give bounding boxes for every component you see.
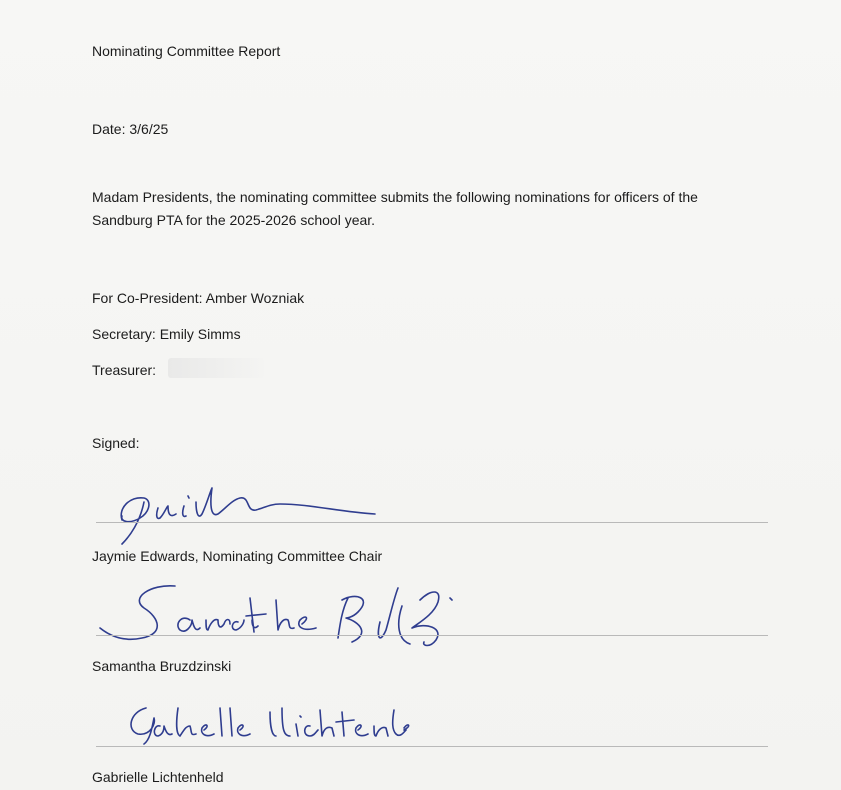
intro-line-2: Sandburg PTA for the 2025-2026 school year. <box>92 212 376 228</box>
signature-1-scribble <box>100 478 390 548</box>
signed-label: Signed: <box>92 435 140 451</box>
signature-line-1 <box>96 522 768 523</box>
nomination-co-president: For Co-President: Amber Wozniak <box>92 290 305 306</box>
signer-3-name: Gabrielle Lichtenheld <box>92 769 224 785</box>
document-title: Nominating Committee Report <box>92 43 281 59</box>
treasurer-blank <box>168 358 264 378</box>
signature-line-2 <box>96 635 768 636</box>
signature-2-scribble <box>80 578 480 658</box>
signer-1-name: Jaymie Edwards, Nominating Committee Chair <box>92 548 383 564</box>
document-date: Date: 3/6/25 <box>92 121 169 137</box>
intro-line-1: Madam Presidents, the nominating committee submits the following nominations for officers of the <box>92 189 698 205</box>
signature-3-scribble <box>120 700 420 750</box>
signer-2-name: Samantha Bruzdzinski <box>92 658 232 674</box>
nomination-treasurer: Treasurer: <box>92 362 157 378</box>
signature-line-3 <box>96 746 768 747</box>
intro-paragraph <box>92 186 752 232</box>
nomination-secretary: Secretary: Emily Simms <box>92 326 241 342</box>
